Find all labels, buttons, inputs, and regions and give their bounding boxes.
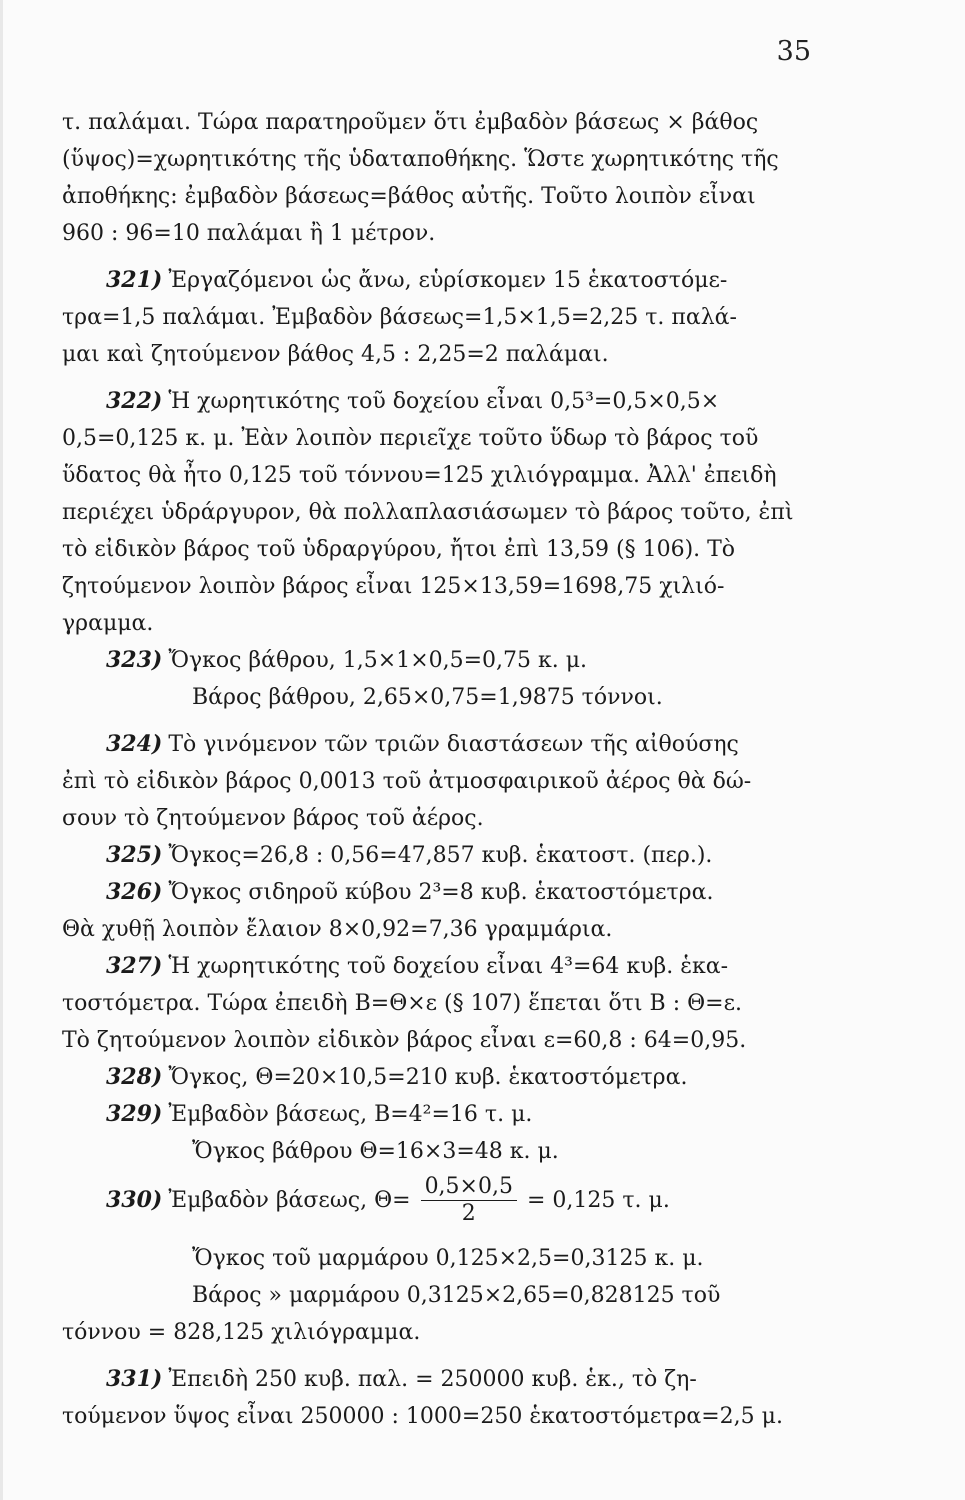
text-line: ἐπὶ τὸ εἰδικὸν βάρος 0,0013 τοῦ ἀτμοσφαιρικοῦ ἀέρος θὰ δώ- (62, 769, 752, 794)
exercise-326 (62, 874, 827, 911)
text-line: Βάρος βάθρου, 2,65×0,75=1,9875 τόννοι. (192, 685, 663, 710)
text-line: Τὸ γινόμενον τῶν τριῶν διαστάσεων τῆς αἰθούσης (168, 732, 739, 757)
text-line: ἀποθήκης: ἐμβαδὸν βάσεως=βάθος αὐτῆς. Τοῦτο λοιπὸν εἶναι (62, 184, 756, 209)
text-line: ὕδατος θὰ ἦτο 0,125 τοῦ τόννου=125 χιλιόγραμμα. Ἀλλ' ἐπειδὴ (62, 463, 777, 488)
text-line: τ. παλάμαι. Τώρα παρατηροῦμεν ὅτι ἐμβαδὸν βάσεως × βάθος (62, 110, 759, 135)
exercise-324 (62, 726, 827, 763)
exercise-328 (62, 1059, 827, 1096)
text-line: Θὰ χυθῇ λοιπὸν ἔλαιον 8×0,92=7,36 γραμμάρια. (62, 917, 613, 942)
text-line: τόννου = 828,125 χιλιόγραμμα. (62, 1320, 421, 1345)
exercise-number: 328) (106, 1064, 163, 1090)
fraction (421, 1174, 517, 1227)
text-line: Βάρος » μαρμάρου 0,3125×2,65=0,828125 τοῦ (192, 1283, 721, 1308)
text-line: Ὄγκος βάθρου Θ=16×3=48 κ. μ. (192, 1139, 559, 1164)
exercise-number: 324) (106, 731, 163, 757)
exercise-number: 330) (106, 1187, 163, 1213)
text-line: σουν τὸ ζητούμενον βάρος τοῦ ἀέρος. (62, 806, 484, 831)
exercise-number: 327) (106, 953, 163, 979)
text-line: τὸ εἰδικὸν βάρος τοῦ ὑδραργύρου, ἤτοι ἐπὶ 13,59 (§ 106). Τὸ (62, 537, 736, 562)
exercise-330 (62, 1170, 827, 1230)
text-line: γραμμα. (62, 611, 154, 636)
text-line: (ὕψος)=χωρητικότης τῆς ὑδαταποθήκης. Ὥστε χωρητικότης τῆς (62, 147, 779, 172)
text-line: Ἡ χωρητικότης τοῦ δοχείου εἶναι 4³=64 κυβ. ἑκα- (168, 954, 729, 979)
text-line: Ὄγκος, Θ=20×10,5=210 κυβ. ἑκατοστόμετρα. (168, 1065, 688, 1090)
fraction-numerator: 0,5×0,5 (421, 1174, 517, 1201)
text-line: Ἐργαζόμενοι ὡς ἄνω, εὑρίσκομεν 15 ἑκατοστόμε- (168, 268, 728, 293)
text-line: τούμενον ὕψος εἶναι 250000 : 1000=250 ἑκατοστόμετρα=2,5 μ. (62, 1404, 783, 1429)
exercise-323 (62, 642, 827, 679)
text-line: μαι καὶ ζητούμενον βάθος 4,5 : 2,25=2 παλάμαι. (62, 342, 609, 367)
exercise-331 (62, 1361, 827, 1398)
text-line: Ἐμβαδὸν βάσεως, Β=4²=16 τ. μ. (168, 1102, 533, 1127)
text-line: Ὄγκος τοῦ μαρμάρου 0,125×2,5=0,3125 κ. μ. (192, 1246, 704, 1271)
page-number: 35 (776, 36, 811, 67)
exercise-number: 322) (106, 388, 163, 414)
exercise-number: 326) (106, 879, 163, 905)
exercise-number: 325) (106, 842, 163, 868)
text-line: Τὸ ζητούμενον λοιπὸν εἰδικὸν βάρος εἶναι ε=60,8 : 64=0,95. (62, 1028, 747, 1053)
text-line: ζητούμενον λοιπὸν βάρος εἶναι 125×13,59=1698,75 χιλιό- (62, 574, 725, 599)
text-line: τρα=1,5 παλάμαι. Ἐμβαδὸν βάσεως=1,5×1,5=2,25 τ. παλά- (62, 305, 737, 330)
page-text (62, 104, 827, 1435)
exercise-number: 321) (106, 267, 163, 293)
exercise-321 (62, 262, 827, 299)
text-line: Ὄγκος=26,8 : 0,56=47,857 κυβ. ἑκατοστ. (περ.). (168, 843, 713, 868)
exercise-number: 331) (106, 1366, 163, 1392)
exercise-329 (62, 1096, 827, 1133)
text-line: 960 : 96=10 παλάμαι ἢ 1 μέτρον. (62, 221, 436, 246)
text-line: τοστόμετρα. Τώρα ἐπειδὴ Β=Θ×ε (§ 107) ἕπεται ὅτι Β : Θ=ε. (62, 991, 742, 1016)
text-line: περιέχει ὑδράργυρον, θὰ πολλαπλασιάσωμεν τὸ βάρος τοῦτο, ἐπὶ (62, 500, 794, 525)
fraction-denominator: 2 (461, 1200, 476, 1226)
exercise-322 (62, 383, 827, 420)
text-line: 0,5=0,125 κ. μ. Ἐὰν λοιπὸν περιεῖχε τοῦτο ὕδωρ τὸ βάρος τοῦ (62, 426, 759, 451)
text-line: Ἡ χωρητικότης τοῦ δοχείου εἶναι 0,5³=0,5×0,5× (168, 389, 720, 414)
text-line: Ὄγκος σιδηροῦ κύβου 2³=8 κυβ. ἑκατοστόμετρα. (168, 880, 714, 905)
exercise-327 (62, 948, 827, 985)
text-line: = 0,125 τ. μ. (526, 1187, 670, 1213)
exercise-325 (62, 837, 827, 874)
exercise-number: 329) (106, 1101, 163, 1127)
text-line: Ἐμβαδὸν βάσεως, Θ= (168, 1187, 411, 1213)
text-line: Ἐπειδὴ 250 κυβ. παλ. = 250000 κυβ. ἑκ., τὸ ζη- (168, 1367, 697, 1392)
exercise-number: 323) (106, 647, 163, 673)
text-line: Ὄγκος βάθρου, 1,5×1×0,5=0,75 κ. μ. (168, 648, 588, 673)
